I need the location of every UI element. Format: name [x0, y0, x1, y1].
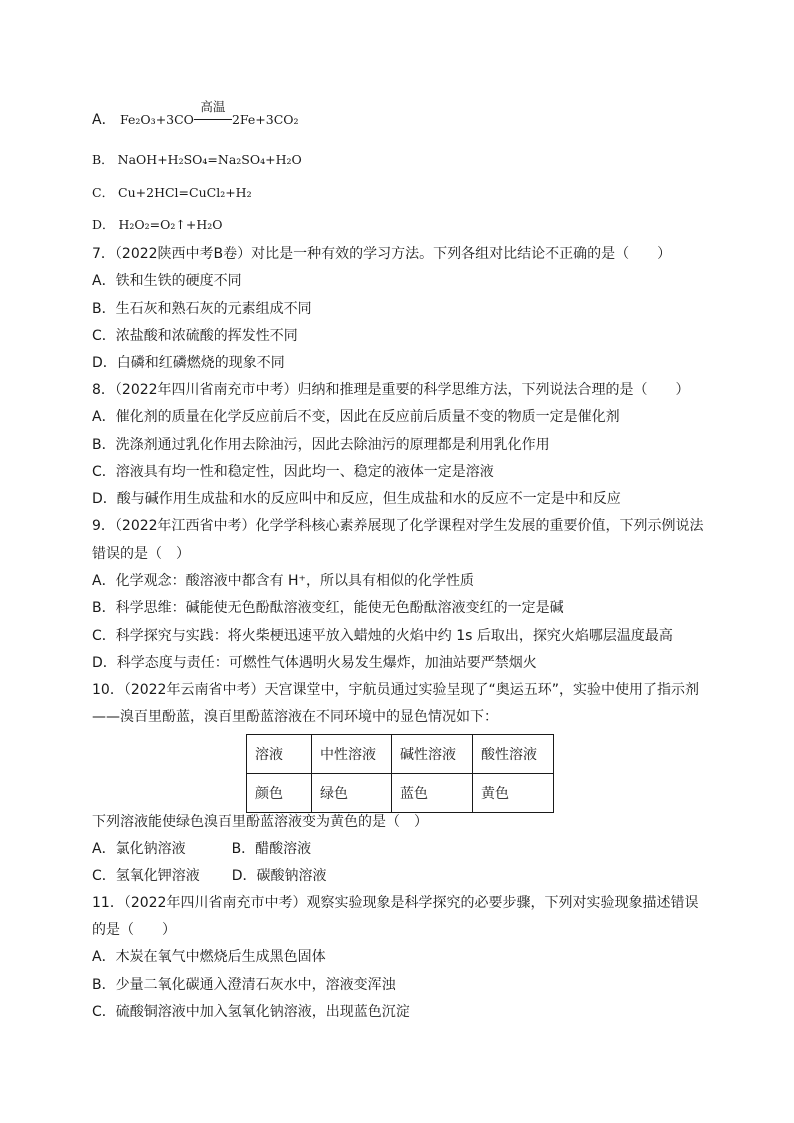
q11-option-c: C．硫酸铜溶液中加入氢氧化钠溶液，出现蓝色沉淀	[92, 1004, 410, 1020]
table-cell: 酸性溶液	[473, 735, 554, 774]
q11-stem-line2: 的是（ ）	[92, 922, 176, 938]
q6-option-a-label: A．	[92, 112, 116, 128]
q7-option-d: D．白磷和红磷燃烧的现象不同	[92, 355, 285, 371]
table-cell: 蓝色	[392, 774, 473, 813]
q10-question: 下列溶液能使绿色溴百里酚蓝溶液变为黄色的是（ ）	[92, 814, 428, 830]
q8-option-d: D．酸与碱作用生成盐和水的反应叫中和反应，但生成盐和水的反应不一定是中和反应	[92, 491, 621, 507]
q9-stem-line2: 错误的是（ ）	[92, 546, 190, 562]
table-cell: 颜色	[247, 774, 312, 813]
reaction-condition	[194, 99, 232, 130]
q11-option-a: A．木炭在氧气中燃烧后生成黑色固体	[92, 949, 326, 965]
q8-stem: 8．（2022年四川省南充市中考）归纳和推理是重要的科学思维方法，下列说法合理的是（ ）	[92, 382, 690, 398]
table-cell: 中性溶液	[312, 735, 392, 774]
table-row	[247, 774, 554, 813]
q6-option-a-right: 2Fe+3CO₂	[231, 112, 299, 127]
table-cell: 绿色	[312, 774, 392, 813]
q10-stem-line2: ——溴百里酚蓝，溴百里酚蓝溶液在不同环境中的显色情况如下：	[92, 709, 498, 725]
q6-option-c: C． Cu+2HCl=CuCl₂+H₂	[92, 185, 252, 200]
q9-stem-line1: 9．（2022年江西省中考）化学学科核心素养展现了化学课程对学生发展的重要价值，下列示例说法	[92, 518, 704, 534]
reaction-condition-label: 高温	[200, 99, 226, 114]
q10-option-b: B．醋酸溶液	[231, 841, 312, 857]
q10-option-d: D．碳酸钠溶液	[231, 868, 327, 884]
table-cell: 溶液	[247, 735, 312, 774]
q7-option-b: B．生石灰和熟石灰的元素组成不同	[92, 301, 312, 317]
table-cell: 黄色	[473, 774, 554, 813]
table-row	[247, 735, 554, 774]
q9-option-a: A．化学观念：酸溶液中都含有 H⁺，所以具有相似的化学性质	[92, 573, 474, 589]
q10-stem-line1: 10．（2022年云南省中考）天宫课堂中，宇航员通过实验呈现了“奥运五环”，实验中使用了指示剂	[92, 682, 699, 698]
q10-options-row1	[92, 839, 311, 859]
q7-stem: 7．（2022陕西中考B卷）对比是一种有效的学习方法。下列各组对比结论不正确的是（ ）	[92, 246, 672, 262]
table-cell: 碱性溶液	[392, 735, 473, 774]
q8-option-a: A．催化剂的质量在化学反应前后不变，因此在反应前后质量不变的物质一定是催化剂	[92, 409, 620, 425]
q8-option-b: B．洗涤剂通过乳化作用去除油污，因此去除油污的原理都是利用乳化作用	[92, 437, 550, 453]
q6-option-a	[92, 99, 299, 130]
q8-option-c: C．溶液具有均一性和稳定性，因此均一、稳定的液体一定是溶液	[92, 464, 494, 480]
q9-option-d: D．科学态度与责任：可燃性气体遇明火易发生爆炸，加油站要严禁烟火	[92, 655, 537, 671]
q6-option-d: D． H₂O₂=O₂↑+H₂O	[92, 217, 223, 232]
indicator-color-table	[246, 734, 554, 813]
q9-option-b: B．科学思维：碱能使无色酚酞溶液变红，能使无色酚酞溶液变红的一定是碱	[92, 600, 564, 616]
q10-option-a: A．氯化钠溶液	[92, 841, 186, 857]
q7-option-c: C．浓盐酸和浓硫酸的挥发性不同	[92, 328, 298, 344]
q11-option-b: B．少量二氧化碳通入澄清石灰水中，溶液变浑浊	[92, 977, 396, 993]
q9-option-c: C．科学探究与实践：将火柴梗迅速平放入蜡烛的火焰中约 1s 后取出，探究火焰哪层温度最高	[92, 628, 673, 644]
q7-option-a: A．铁和生铁的硬度不同	[92, 273, 242, 289]
q6-option-a-left: Fe₂O₃+3CO	[120, 112, 194, 127]
q10-option-c: C．氢氧化钾溶液	[92, 868, 200, 884]
q11-stem-line1: 11．（2022年四川省南充市中考）观察实验现象是科学探究的必要步骤，下列对实验现象描述错误	[92, 895, 699, 911]
q10-options-row2	[92, 866, 327, 886]
q6-option-b: B． NaOH+H₂SO₄=Na₂SO₄+H₂O	[92, 152, 302, 167]
